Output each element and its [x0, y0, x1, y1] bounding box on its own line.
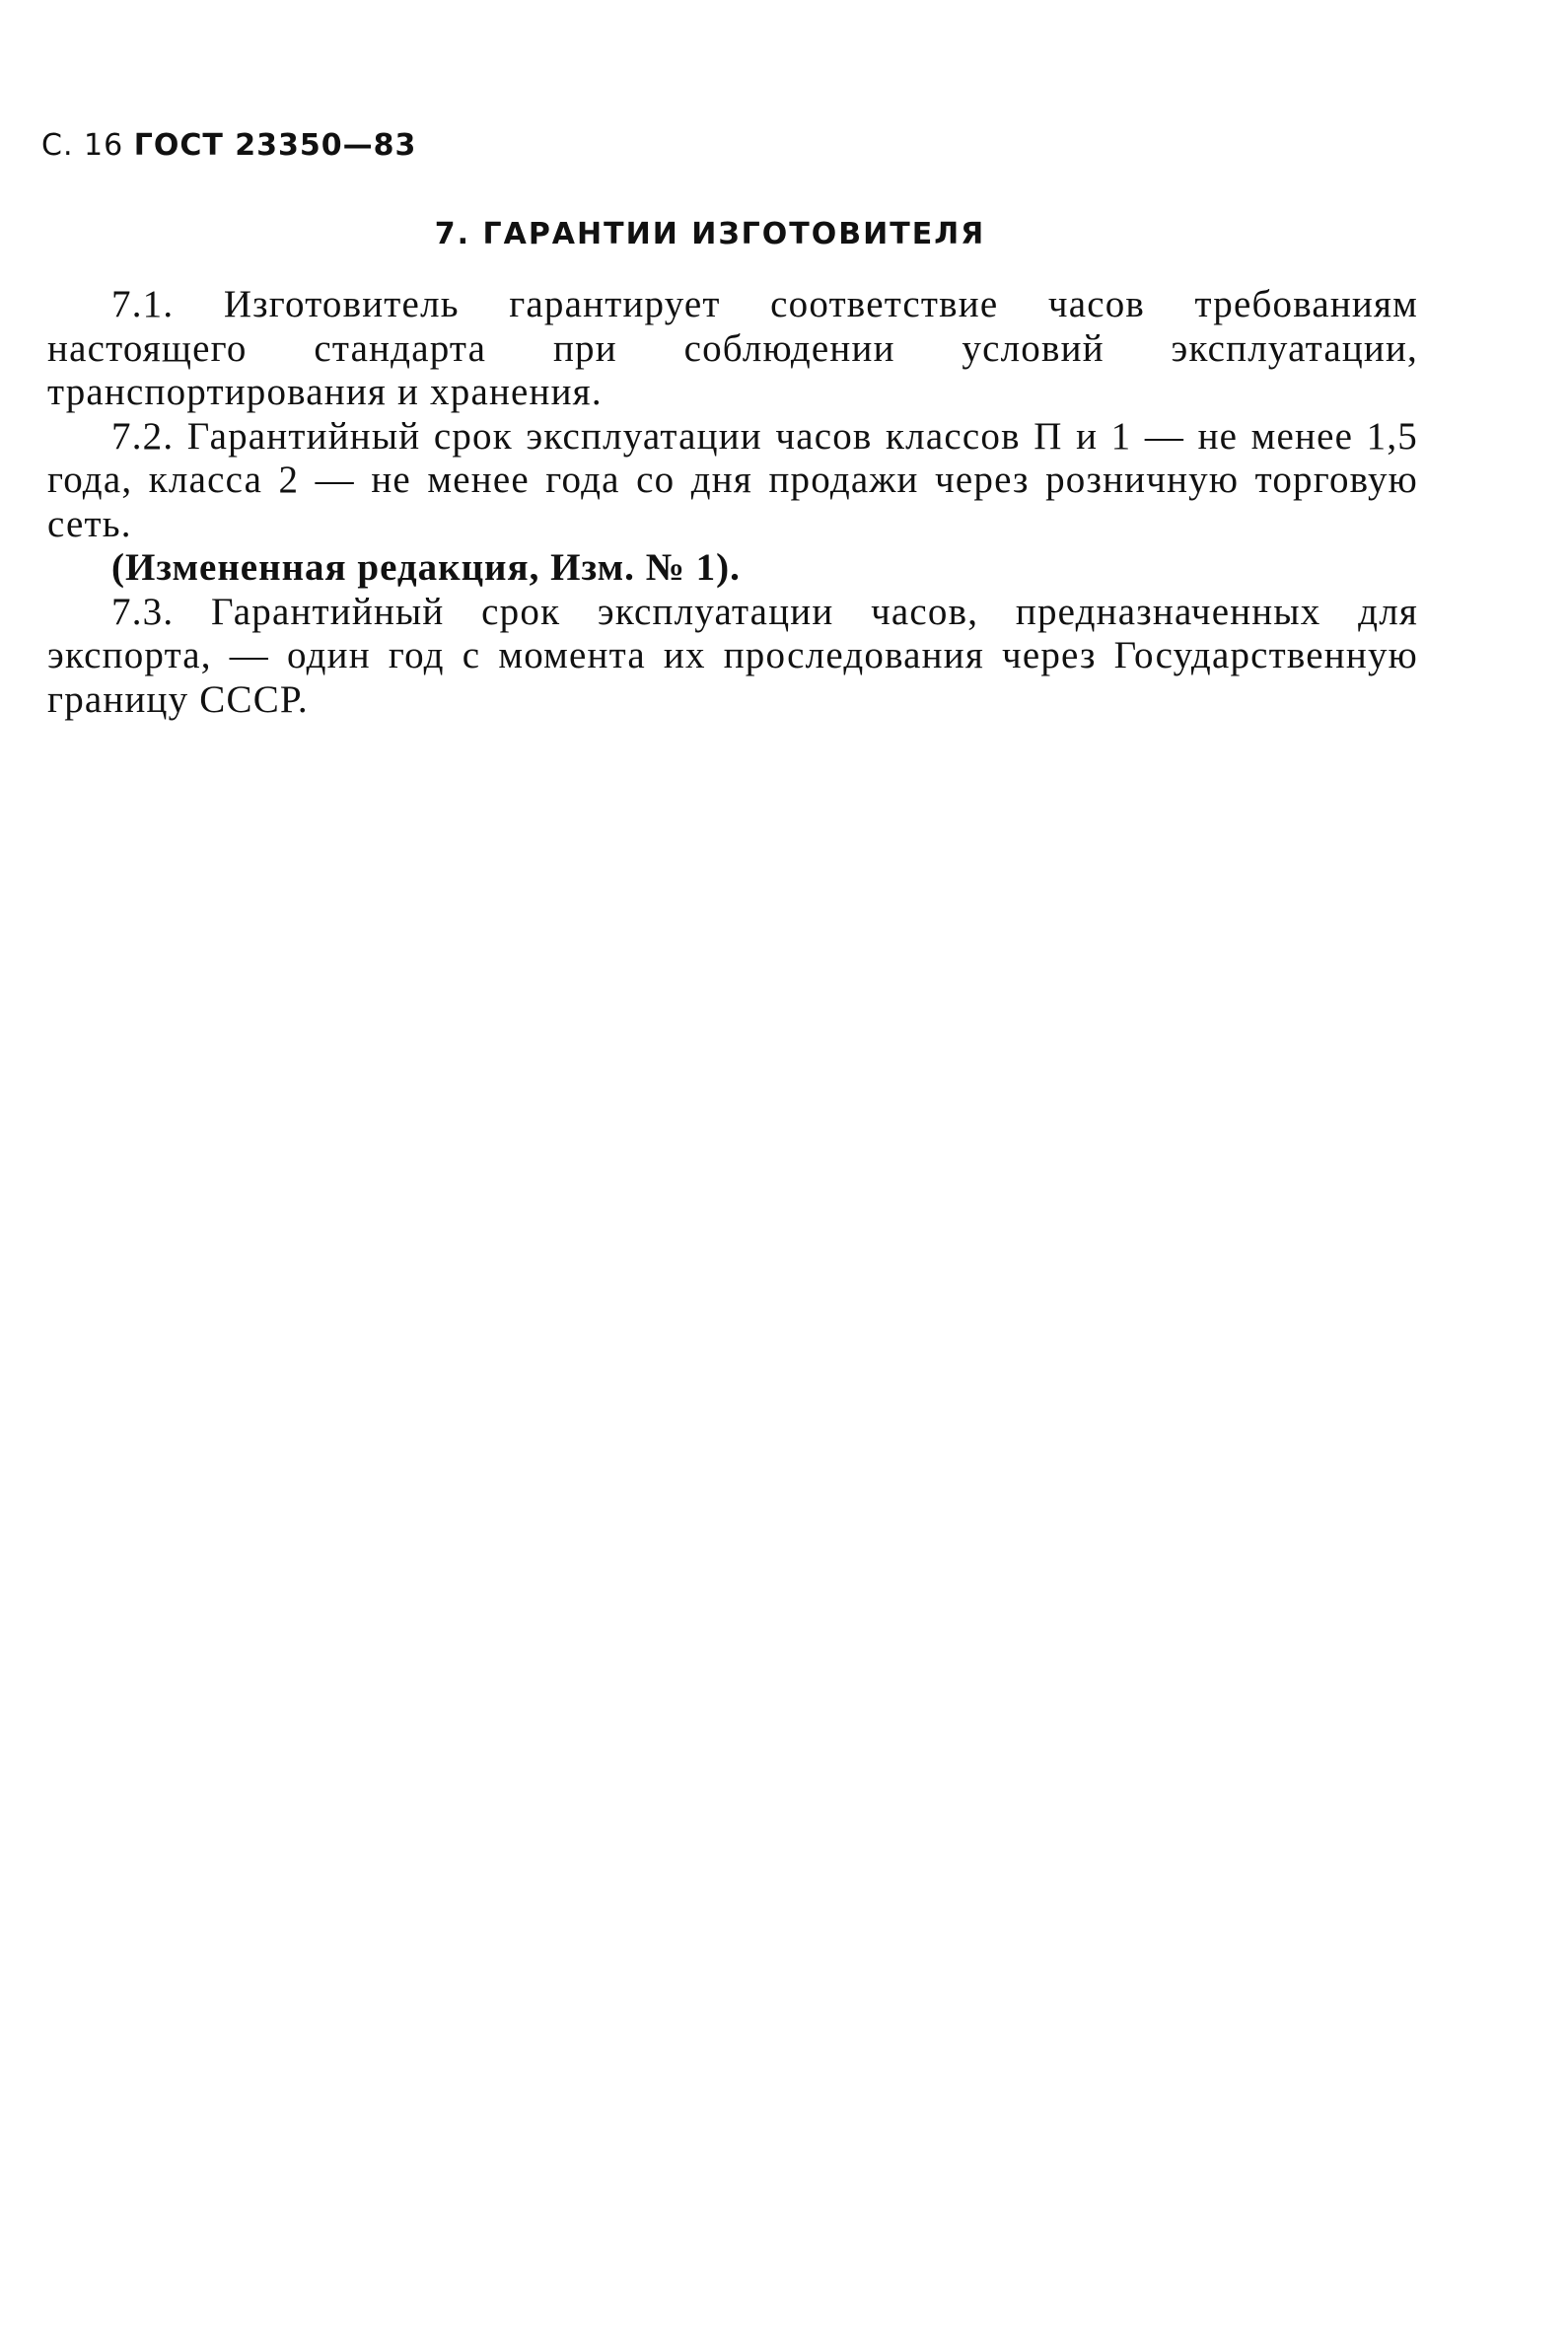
running-header [41, 126, 416, 166]
page-number: С. 16 [41, 128, 124, 163]
clause-7-3: 7.3. Гарантийный срок эксплуатации часов, предназначенных для экспорта, — один год с момента их проследования через Государственную границу СССР. [47, 590, 1418, 721]
section-body [47, 283, 1418, 722]
standard-code: ГОСТ 23350—83 [133, 128, 417, 163]
clause-7-2: 7.2. Гарантийный срок эксплуатации часов классов П и 1 — не менее 1,5 года, класса 2 — не менее года со дня продажи через розничную торговую сеть. [47, 414, 1418, 545]
clause-7-1: 7.1. Изготовитель гарантирует соответствие часов требованиям настоящего стандарта при соблюдении условий эксплуатации, транспортирования и хранения. [47, 283, 1418, 413]
section-title: 7. ГАРАНТИИ ИЗГОТОВИТЕЛЯ [434, 217, 986, 251]
amendment-note: (Измененная редакция, Изм. № 1). [111, 546, 741, 589]
